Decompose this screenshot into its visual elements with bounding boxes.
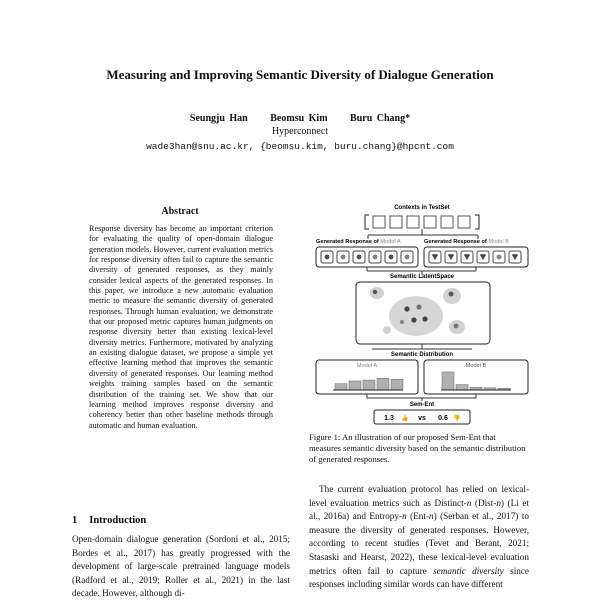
contexts-label: Contexts in TestSet [394,205,450,211]
sem-ent-label: Sem-Ent [409,402,435,408]
bar-model-a-5 [391,379,403,390]
author-2: Beomsu Kim [270,113,328,124]
bar-model-b-1 [442,372,454,390]
distribution-label: Semantic Distribution [390,352,454,358]
author-1: Seungju Han [189,113,248,124]
bar-model-a-1 [335,384,347,390]
dist-model-b-label: Model B [465,363,487,369]
latent-space-label: Semantic LatentSpace [389,274,455,280]
gen-a-model: Model A [380,239,401,245]
affiliation: Hyperconnect [271,126,329,137]
intro-heading [72,515,146,526]
gen-b-model: Model B [488,239,509,245]
abstract-text: Response diversity has become an important criterion for evaluating the quality of open-domain dialogue generation models. However, current evaluation metrics for response diversity often fail to capture the semantic diversity of generated responses, as they mainly consider lexical aspects of the generated responses. In this paper, we introduce a new automatic evaluation metric to measure the semantic diversity of generated responses. Through human evaluation, we demonstrate that our proposed metric captures human judgments on response diversity better than existing lexical-level diversity metrics. Furthermore, motivated by analyzing an existing dialogue dataset, we propose a simple yet effective learning method that improves the semantic diversity of generated responses. Our learning method weights training samples based on the semantic distribution of the training set. We show that our learning method improves response diversity and coherency better than other baseline methods through automatic and human evaluation. [89,224,273,430]
score-model-a: 1.3 [384,415,394,422]
svg-text:Generated Response of Model A [316,239,401,245]
thumbs-up-icon: 👍 [401,416,409,422]
section-number: 1 [72,515,78,526]
thumbs-down-icon: 👎 [453,416,461,422]
bar-model-a-3 [363,380,375,390]
bar-model-b-2 [456,385,468,390]
figure-caption: Figure 1: An illustration of our proposed Sem-Ent that measures semantic diversity based on the semantic distribution of generated responses. [309,432,526,465]
dist-model-a-label: Model A [356,363,378,369]
intro-text: Open-domain dialogue generation (Sordoni et al., 2015; Bordes et al., 2017) has greatly progressed with the development of large-scale pretrained language models (Radford et al., 2019; Roller et al., 2021) in the last decade. However, although di- [72,534,290,599]
section-title: Introduction [89,515,147,526]
figure-1 [313,199,531,425]
abstract-heading: Abstract [161,206,199,217]
right-column-text: The current evaluation protocol has relied on lexical-level evaluation metrics such as Distinct-n (Dist-n) (Li et al., 2016a) and Entropy-n (Ent-n) (Serban et al., 2017) to measure the diversity of generated responses. However, according to recent studies (Tevet and Berant, 2021; Stasaski and Hearst, 2022), these lexical-level evaluation metrics often fail to capture semantic diversity since responses including similar words can have different [309,484,529,590]
svg-text:Generated Response of Model B [424,239,509,245]
context-doc-icons [373,216,470,228]
author-list [0,113,600,124]
bar-model-a-2 [349,381,361,390]
score-model-b: 0.6 [438,415,448,422]
author-emails: wade3han@snu.ac.kr, {beomsu.kim, buru.chang}@hpcnt.com [146,141,454,152]
gen-a-label: Generated Response of [316,239,379,245]
vs-label: vs [418,415,426,422]
bar-model-a-4 [377,378,389,390]
paper-title: Measuring and Improving Semantic Diversity of Dialogue Generation [106,67,494,82]
gen-b-label: Generated Response of [424,239,487,245]
author-3: Buru Chang* [350,113,411,124]
